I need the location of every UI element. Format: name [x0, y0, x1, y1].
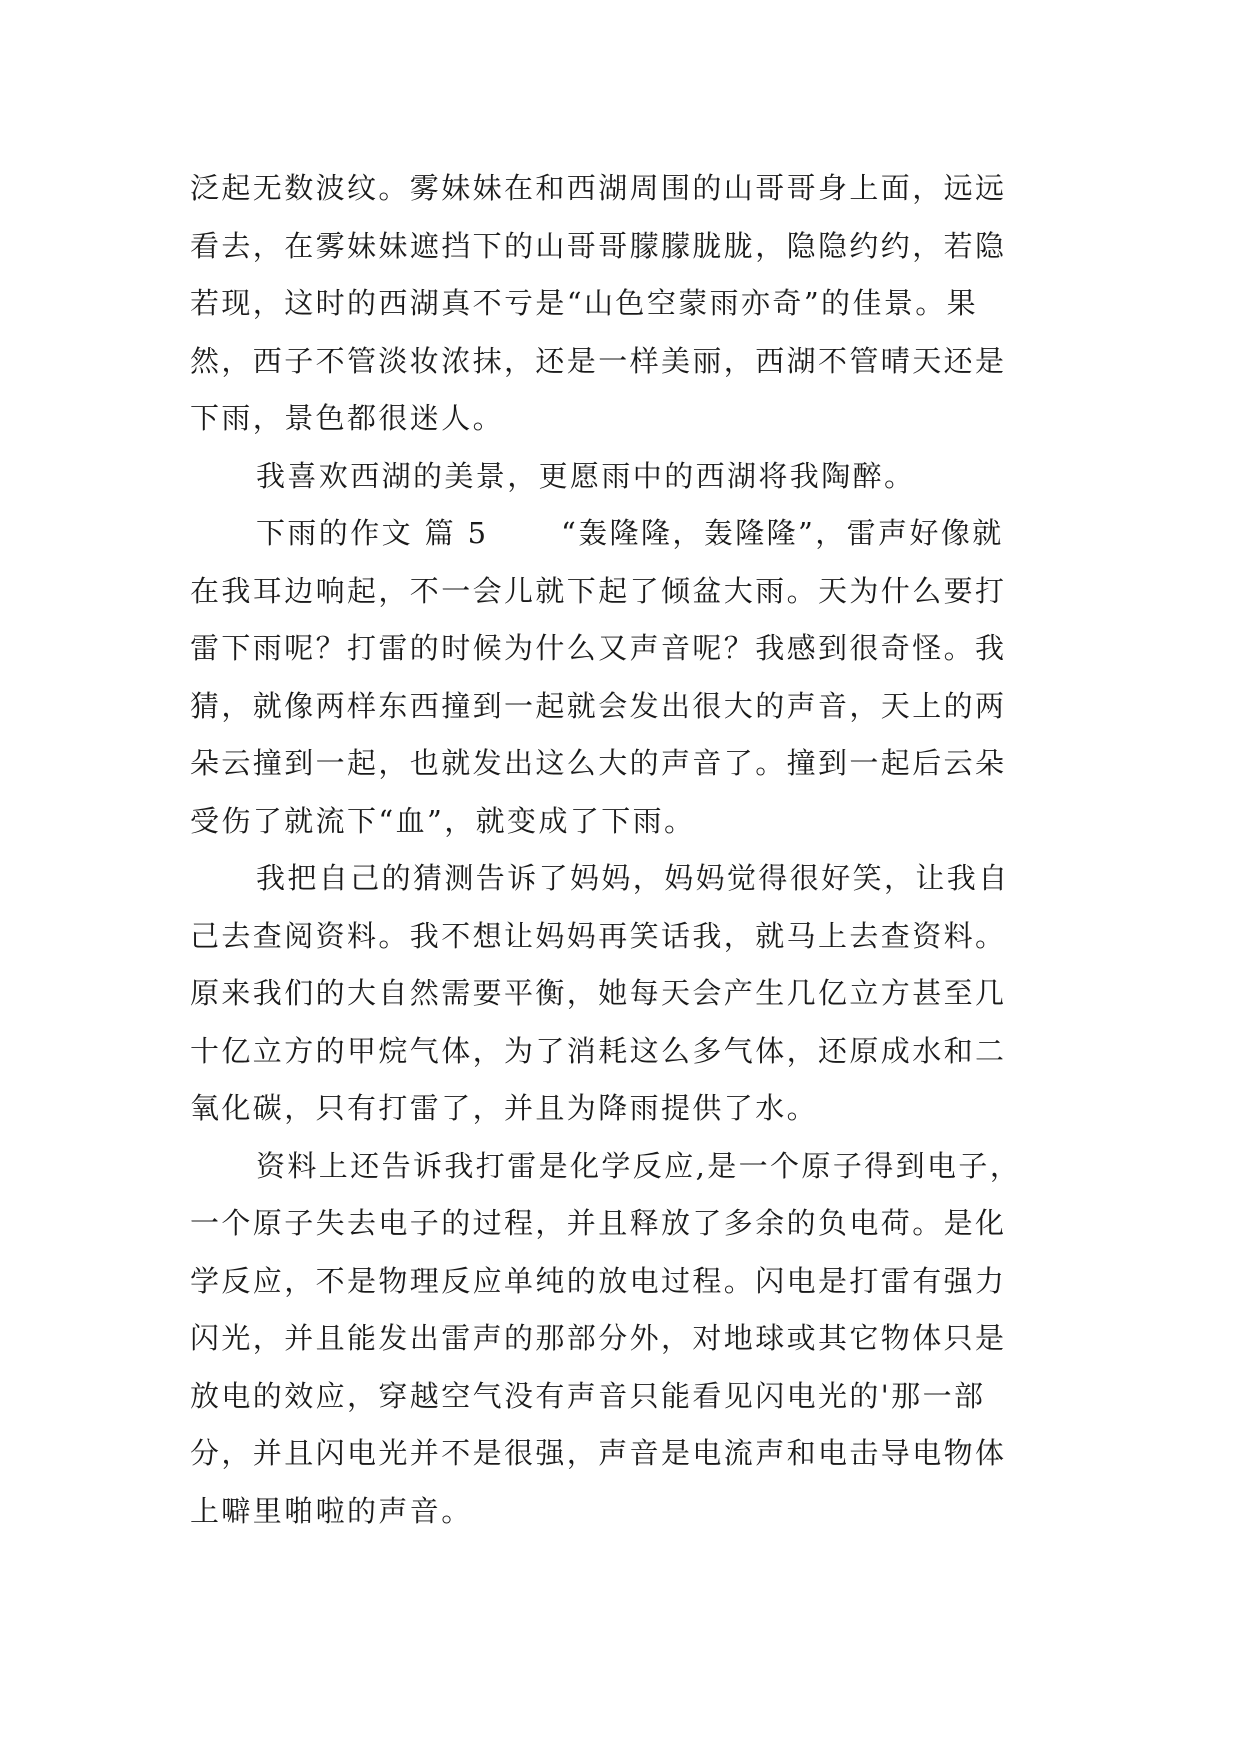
- text-line: [190, 505, 1060, 563]
- text-line: 放电的效应，穿越空气没有声音只能看见闪电光的'那一部: [190, 1378, 986, 1413]
- essay-heading: 下雨的作文 篇 5: [256, 516, 489, 550]
- text-line: 下雨，景色都很迷人。: [190, 401, 505, 435]
- paragraph-essay-5: [190, 505, 1060, 850]
- text-line: 闪光，并且能发出雷声的那部分外，对地球或其它物体只是: [190, 1321, 1007, 1355]
- paragraph: [190, 1138, 1060, 1541]
- text-line: 一个原子失去电子的过程，并且释放了多余的负电荷。是化: [190, 1206, 1007, 1240]
- text-line: 受伤了就流下“血”，就变成了下雨。: [190, 803, 696, 838]
- text-line-content: “轰隆隆，轰隆隆”，雷声好像就: [561, 516, 1004, 550]
- text-line: 朵云撞到一起，也就发出这么大的声音了。撞到一起后云朵: [190, 746, 1007, 780]
- text-line: 然，西子不管淡妆浓抹，还是一样美丽，西湖不管晴天还是: [190, 343, 1007, 378]
- text-line: 原来我们的大自然需要平衡，她每天会产生几亿立方甚至几: [190, 976, 1007, 1010]
- text-line: 看去，在雾妹妹遮挡下的山哥哥朦朦胧胧，隐隐约约，若隐: [190, 228, 1007, 263]
- text-line: 我把自己的猜测告诉了妈妈，妈妈觉得很好笑，让我自: [256, 861, 1010, 895]
- text-line: 己去查阅资料。我不想让妈妈再笑话我，就马上去查资料。: [190, 918, 1007, 953]
- text-line: 若现，这时的西湖真不亏是“山色空蒙雨亦奇”的佳景。果: [190, 286, 979, 320]
- text-line: 雷下雨呢？打雷的时候为什么又声音呢？我感到很奇怪。我: [190, 631, 1007, 665]
- paragraph: [190, 448, 1060, 506]
- text-line: 猜，就像两样东西撞到一起就会发出很大的声音，天上的两: [190, 688, 1007, 723]
- text-line: 上噼里啪啦的声音。: [190, 1493, 473, 1528]
- paragraph-continued: [190, 160, 1060, 448]
- paragraph: [190, 850, 1060, 1138]
- text-line: 十亿立方的甲烷气体，为了消耗这么多气体，还原成水和二: [190, 1033, 1007, 1068]
- text-line: 我喜欢西湖的美景，更愿雨中的西湖将我陶醉。: [256, 458, 916, 493]
- text-line: 学反应，不是物理反应单纯的放电过程。闪电是打雷有强力: [190, 1263, 1007, 1298]
- text-line: 资料上还告诉我打雷是化学反应,是一个原子得到电子，: [256, 1148, 1022, 1183]
- text-line: 在我耳边响起，不一会儿就下起了倾盆大雨。天为什么要打: [190, 573, 1007, 608]
- document-page: [190, 160, 1060, 1540]
- text-line: 氧化碳，只有打雷了，并且为降雨提供了水。: [190, 1091, 819, 1125]
- text-line: 分，并且闪电光并不是很强，声音是电流声和电击导电物体: [190, 1436, 1007, 1470]
- text-line: 泛起无数波纹。雾妹妹在和西湖周围的山哥哥身上面，远远: [190, 171, 1007, 205]
